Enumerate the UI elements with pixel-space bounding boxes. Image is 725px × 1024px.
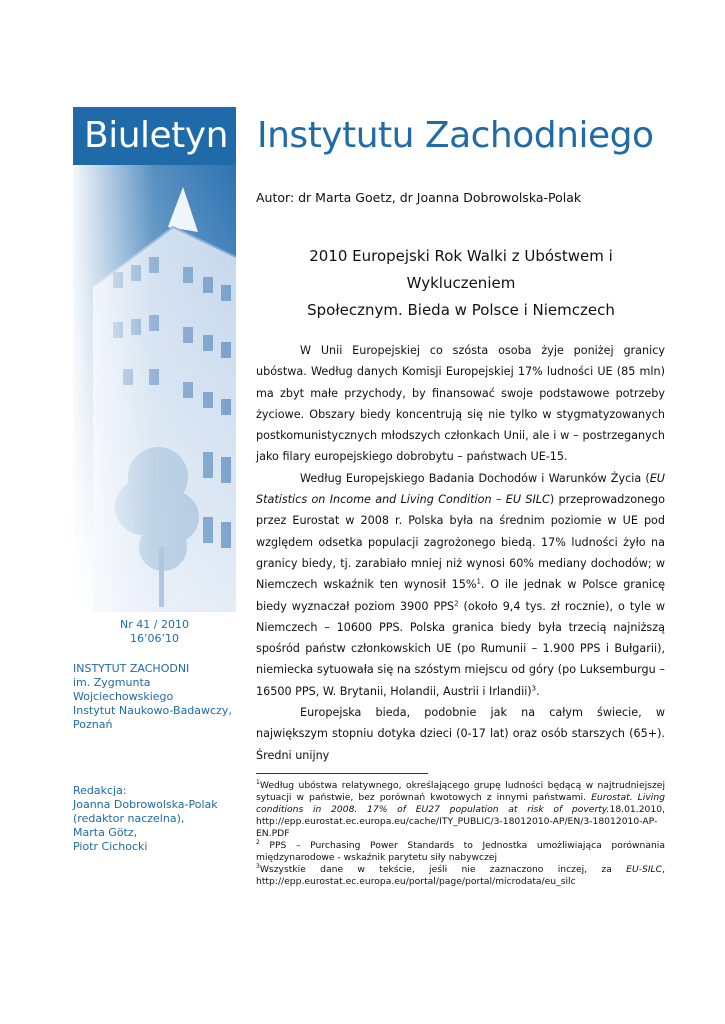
footnote-1 <box>256 780 665 840</box>
editors-line: (redaktor naczelna), <box>73 812 185 825</box>
article-title-line-1: 2010 Europejski Rok Walki z Ubóstwem i Wykluczeniem <box>309 247 613 292</box>
footnote-3 <box>256 864 665 888</box>
issue-number: Nr 41 / 2010 <box>120 618 189 631</box>
footnote-text: 18.01.2010, http://epp.eurostat.ec.europa.eu/cache/ITY_PUBLIC/3-18012010-AP/EN/3-18012010-AP-EN.PDF <box>256 804 665 839</box>
footnote-ref-1: 1 <box>476 577 481 586</box>
article-title <box>256 243 666 324</box>
masthead-title-right: Instytutu Zachodniego <box>257 115 654 156</box>
paragraph-1: W Unii Europejskiej co szósta osoba żyje poniżej granicy ubóstwa. Według danych Komisji Europejskiej 17% ludności UE (85 mln) ma zbyt małe przychody, by finansować swoje podstawowe potrzeby życiowe. Obszary biedy koncentrują się nie tylko w stygmatyzowanych postkomunistycznych młodszych członkach Unii, ale i w – postrzeganych jako filary europejskiego dobrobytu – państwach UE-15. <box>256 344 665 464</box>
footnotes <box>256 780 665 888</box>
paragraph-2-text: ) przeprowadzonego przez Eurostat w 2008 r. Polska była na średnim poziomie w UE pod względem odsetka populacji zagrożonego biedą. 17% ludności żyło na granicy biedy, tj. zarabiało mniej niż wynosi 60% mediany dochodów; w Niemczech wskaźnik ten wynosił 15% <box>256 493 665 592</box>
footnote-text: , http://epp.eurostat.ec.europa.eu/portal/page/portal/microdata/eu_silc <box>256 864 665 887</box>
institute-line: INSTYTUT ZACHODNI <box>73 662 190 675</box>
institute-info <box>73 662 248 732</box>
footnote-italic: EU-SILC <box>626 864 663 875</box>
article-authors: Autor: dr Marta Goetz, dr Joanna Dobrowolska-Polak <box>256 190 582 205</box>
paragraph-2 <box>256 468 665 702</box>
footnote-italic: Eurostat. Living conditions in 2008. 17% of EU27 population at risk of poverty. <box>256 792 666 815</box>
paragraph-2-text: Według Europejskiego Badania Dochodów i Warunków Życia ( <box>300 471 650 485</box>
masthead-title-left: Biuletyn <box>84 115 228 156</box>
paragraph-2-text: . <box>536 684 540 698</box>
footnote-ref-3: 3 <box>531 684 537 693</box>
institute-line: im. Zygmunta <box>73 676 151 689</box>
building-photo <box>73 107 236 612</box>
footnote-number: 3 <box>256 862 260 870</box>
institute-line: Instytut Naukowo-Badawczy, <box>73 704 232 717</box>
article-body <box>256 340 665 766</box>
issue-info <box>73 618 236 646</box>
paragraph-3: Europejska bieda, podobnie jak na całym świecie, w największym stopniu dotyka dzieci (0-17 lat) oraz osób starszych (65+). Średni unijny <box>256 706 665 762</box>
footnote-text: PPS – Purchasing Power Standards to Jednostka umożliwiająca porównania międzynarodowe - wskaźnik parytetu siły nabywczej <box>256 840 665 863</box>
institute-line: Wojciechowskiego <box>73 690 174 703</box>
footnote-2 <box>256 840 665 864</box>
article-title-line-2: Społecznym. Bieda w Polsce i Niemczech <box>307 301 615 319</box>
footnote-text: Wszystkie dane w tekście, jeśli nie zaznaczono inczej, za <box>259 864 627 875</box>
editors-line: Joanna Dobrowolska-Polak <box>73 798 218 811</box>
footnote-number: 2 <box>256 838 260 846</box>
footnote-ref-2: 2 <box>454 598 459 607</box>
footnote-number: 1 <box>256 778 260 786</box>
editors-line: Marta Götz, <box>73 826 138 839</box>
issue-date: 16’06’10 <box>130 632 179 645</box>
footnote-divider <box>256 773 428 774</box>
paragraph-2-text: (około 9,4 tys. zł rocznie), o tyle w Niemczech – 10600 PPS. Polska granica biedy była trzecią najniższą spośród państw członkowskich UE (po Rumunii – 1.900 PPS i Bułgarii), niemiecka sytuowała się na szóstym miejscu od góry (po Luksemburgu – 16500 PPS, W. Brytanii, Holandii, Austrii i Irlandii) <box>256 599 666 698</box>
editors-line: Piotr Cichocki <box>73 840 148 853</box>
footnote-text: Według ubóstwa relatywnego, określającego grupę ludności będącą w najtrudniejszej sytuacji w państwie, bez porównań kwotowych z innymi państwami. <box>256 780 665 803</box>
paragraph-2-text: . O ile jednak w Polsce granicę biedy wyznaczał poziom 3900 PPS <box>256 578 665 613</box>
paragraph-2-italic: EU Statistics on Income and Living Condition – EU SILC <box>256 471 665 507</box>
editors-line: Redakcja: <box>73 784 127 797</box>
editors-info <box>73 784 248 854</box>
institute-line: Poznań <box>73 718 113 731</box>
